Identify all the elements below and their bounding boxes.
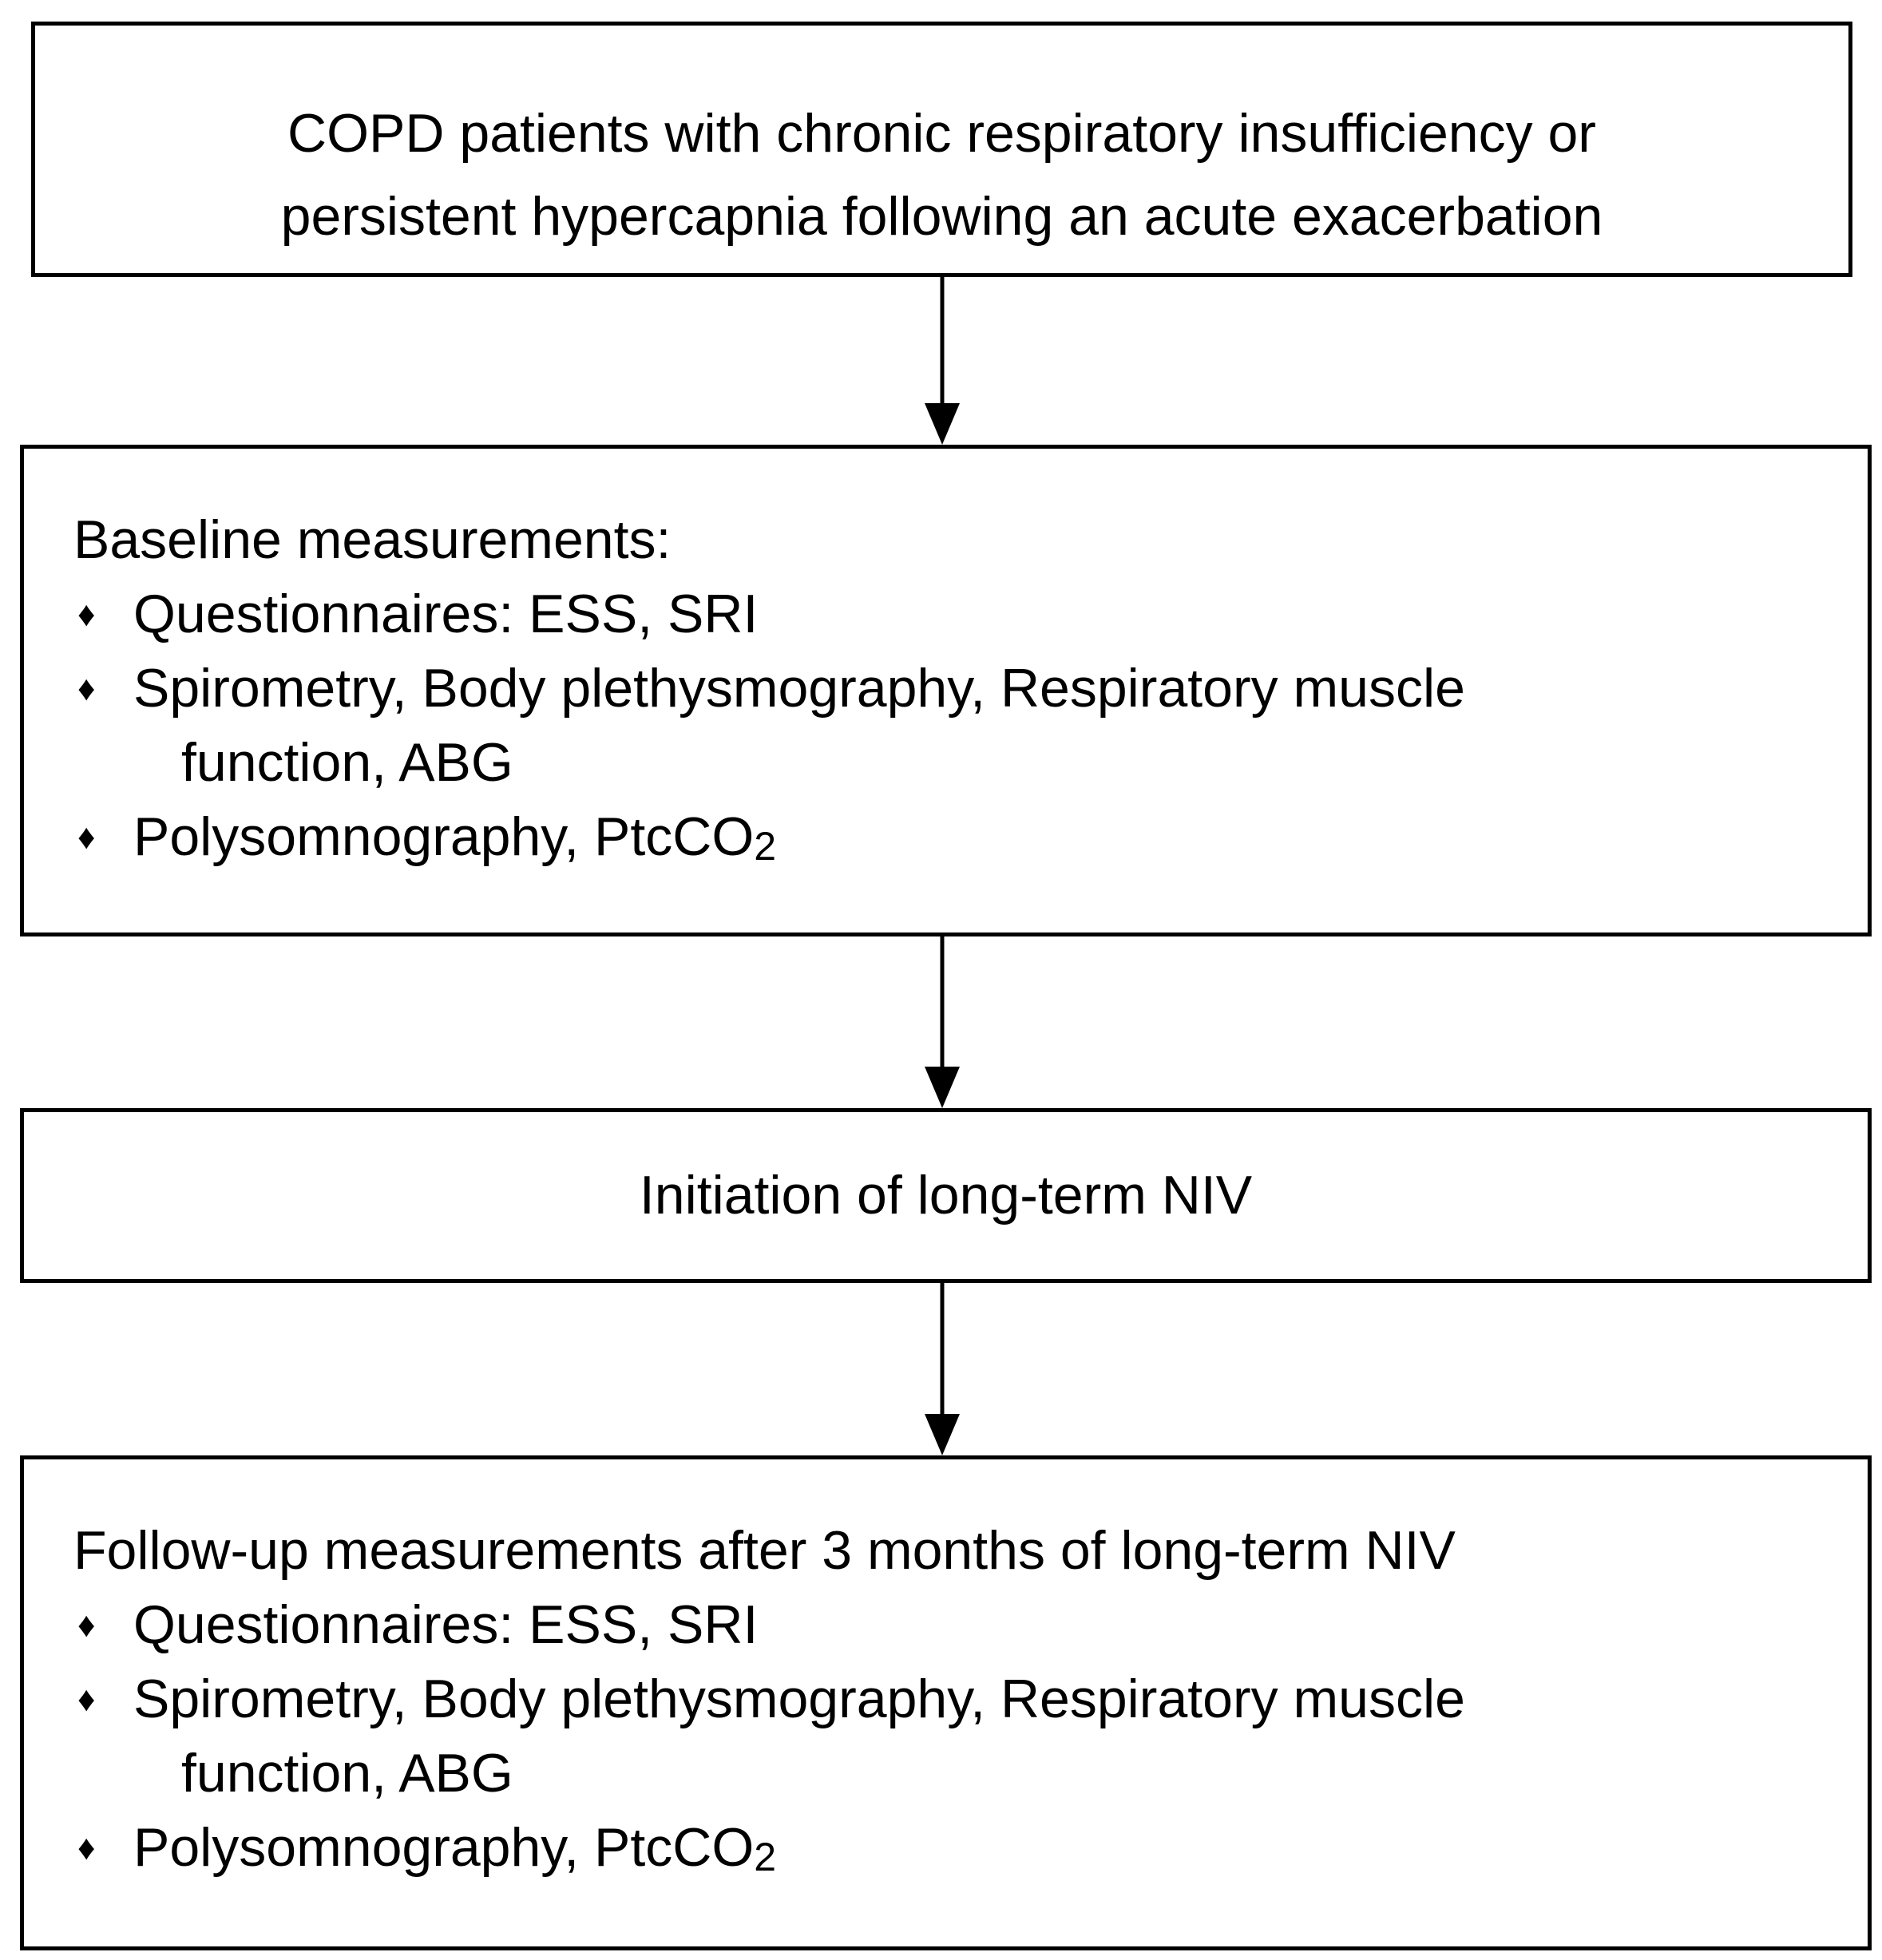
follow-up-item-lung-function-line-1: Spirometry, Body plethysmography, Respiratory muscle — [133, 1669, 1465, 1729]
baseline-item-polysomnography-text: Polysomnography, PtcCO — [133, 806, 755, 867]
subscript: 2 — [754, 1835, 777, 1879]
initiation-box — [20, 1108, 1872, 1283]
baseline-item-lung-function — [73, 651, 1836, 800]
baseline-title: Baseline measurements: — [73, 509, 672, 570]
baseline-box — [20, 445, 1872, 936]
diamond-bullet-icon: ♦ — [77, 818, 96, 857]
follow-up-item-questionnaires — [73, 1588, 1836, 1662]
arrow-2 — [918, 936, 966, 1108]
follow-up-item-lung-function-line-2: function, ABG — [181, 1743, 513, 1804]
follow-up-title: Follow-up measurements after 3 months of long-term NIV — [73, 1520, 1456, 1581]
diamond-bullet-icon: ♦ — [77, 1828, 96, 1867]
diamond-bullet-icon: ♦ — [77, 1606, 96, 1645]
population-line-2: persistent hypercapnia following an acute exacerbation — [280, 186, 1603, 247]
diamond-bullet-icon: ♦ — [77, 669, 96, 708]
baseline-item-questionnaires-text: Questionnaires: ESS, SRI — [133, 584, 759, 644]
follow-up-item-lung-function — [73, 1662, 1836, 1811]
population-text — [35, 92, 1848, 258]
follow-up-box — [20, 1455, 1872, 1950]
follow-up-item-polysomnography — [73, 1811, 1836, 1895]
population-line-1: COPD patients with chronic respiratory insufficiency or — [287, 103, 1596, 164]
diamond-bullet-icon: ♦ — [77, 595, 96, 634]
diamond-bullet-icon: ♦ — [77, 1680, 96, 1719]
follow-up-item-polysomnography-text: Polysomnography, PtcCO — [133, 1817, 755, 1878]
population-box — [31, 22, 1852, 277]
baseline-item-questionnaires — [73, 577, 1836, 651]
subscript: 2 — [754, 824, 777, 869]
baseline-list — [73, 503, 1836, 884]
baseline-item-lung-function-line-1: Spirometry, Body plethysmography, Respiratory muscle — [133, 658, 1465, 719]
arrow-1 — [918, 277, 966, 445]
follow-up-item-questionnaires-text: Questionnaires: ESS, SRI — [133, 1594, 759, 1655]
arrow-3 — [918, 1283, 966, 1455]
baseline-item-lung-function-line-2: function, ABG — [181, 732, 513, 793]
baseline-item-polysomnography — [73, 800, 1836, 884]
initiation-text: Initiation of long-term NIV — [639, 1165, 1253, 1225]
follow-up-list — [73, 1514, 1836, 1895]
